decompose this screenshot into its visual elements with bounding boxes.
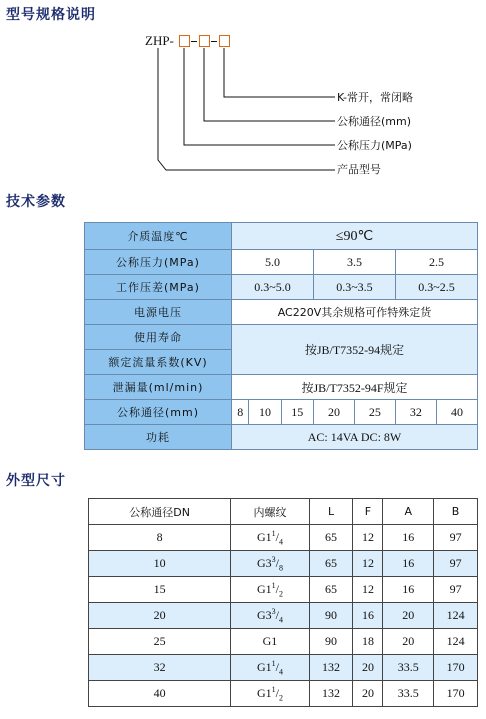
value-diameter-6: 32 [395, 400, 436, 425]
cell-thread: $G1^1/_4$ [231, 655, 309, 681]
cell-l: 65 [309, 577, 353, 603]
cell-l: 132 [309, 655, 353, 681]
label-nominal-pressure: 公称压力(MPa) [85, 250, 232, 275]
col-dn: 公称通径DN [89, 499, 231, 525]
value-diameter-4: 20 [313, 400, 354, 425]
thread-num: 1 [271, 658, 276, 668]
thread-base: G3 [256, 555, 272, 570]
label-medium-temp: 介质温度℃ [85, 223, 232, 250]
value-diameter-3: 15 [281, 400, 313, 425]
cell-f: 18 [353, 629, 383, 655]
legend-product-model: 产品型号 [337, 163, 381, 176]
table-row [85, 425, 478, 450]
value-diameter-2: 10 [249, 400, 281, 425]
value-diameter-1: 8 [232, 400, 249, 425]
cell-b: 124 [434, 629, 478, 655]
legend-nominal-diameter: 公称通径(mm) [337, 115, 412, 128]
table-row [89, 525, 478, 551]
label-leak: 泄漏量(ml/min) [85, 375, 232, 400]
legend-nominal-pressure: 公称压力(MPa) [337, 139, 412, 152]
cell-l: 90 [309, 603, 353, 629]
cell-dn: 40 [89, 681, 231, 707]
cell-l: 65 [309, 525, 353, 551]
value-diff-2: 0.3~3.5 [313, 275, 395, 300]
cell-f: 16 [353, 603, 383, 629]
table-row [89, 655, 478, 681]
thread-num: 3 [271, 606, 276, 616]
label-flow: 额定流量系数(KV) [85, 350, 232, 375]
label-life: 使用寿命 [85, 325, 232, 350]
model-section-title: 型号规格说明 [6, 7, 96, 23]
table-row [89, 577, 478, 603]
model-diagram [0, 0, 486, 190]
table-row [89, 551, 478, 577]
cell-f: 20 [353, 655, 383, 681]
cell-l: 132 [309, 681, 353, 707]
cell-dn: 15 [89, 577, 231, 603]
cell-b: 124 [434, 603, 478, 629]
thread-num: 1 [271, 528, 276, 538]
cell-l: 65 [309, 551, 353, 577]
value-leak: 按JB/T7352-94F规定 [232, 375, 478, 400]
cell-dn: 20 [89, 603, 231, 629]
cell-a: 20 [383, 629, 434, 655]
cell-dn: 25 [89, 629, 231, 655]
table-row [85, 375, 478, 400]
cell-b: 97 [434, 551, 478, 577]
dims-section-title: 外型尺寸 [6, 473, 66, 489]
cell-a: 20 [383, 603, 434, 629]
table-row [89, 603, 478, 629]
cell-l: 90 [309, 629, 353, 655]
label-working-diff: 工作压差(MPa) [85, 275, 232, 300]
value-life-flow: 按JB/T7352-94规定 [232, 325, 478, 375]
thread-base: G1 [256, 581, 272, 596]
table-row [85, 325, 478, 350]
cell-a: 33.5 [383, 655, 434, 681]
cell-a: 16 [383, 577, 434, 603]
col-l: L [309, 499, 353, 525]
thread-base: G3 [256, 607, 272, 622]
label-diameter: 公称通径(mm) [85, 400, 232, 425]
thread-den: 8 [278, 563, 283, 573]
table-row [85, 275, 478, 300]
table-row [85, 223, 478, 250]
cell-thread: $G1^1/_2$ [231, 681, 309, 707]
thread-base: G1 [256, 685, 272, 700]
value-diameter-7: 40 [436, 400, 477, 425]
tech-params-table [84, 222, 478, 450]
cell-thread: $G1^1/_4$ [231, 525, 309, 551]
label-power: 功耗 [85, 425, 232, 450]
cell-f: 12 [353, 551, 383, 577]
value-pressure-3: 2.5 [395, 250, 477, 275]
cell-f: 12 [353, 525, 383, 551]
model-code: ZHP- [145, 33, 174, 48]
model-leader-lines [0, 0, 486, 190]
cell-thread: $G3^3/_8$ [231, 551, 309, 577]
cell-thread: G1 [231, 629, 309, 655]
tech-section-title: 技术参数 [6, 194, 66, 210]
cell-dn: 32 [89, 655, 231, 681]
table-header-row [89, 499, 478, 525]
thread-den: 2 [278, 589, 283, 599]
cell-b: 97 [434, 525, 478, 551]
dimensions-table [88, 498, 478, 707]
cell-b: 97 [434, 577, 478, 603]
table-row [85, 250, 478, 275]
value-power: AC: 14VA DC: 8W [232, 425, 478, 450]
thread-base: G1 [256, 529, 272, 544]
thread-num: 3 [271, 554, 276, 564]
cell-thread: $G1^1/_2$ [231, 577, 309, 603]
value-voltage: AC220V其余规格可作特殊定货 [232, 300, 478, 325]
cell-dn: 8 [89, 525, 231, 551]
thread-den: 4 [278, 537, 283, 547]
thread-num: 1 [271, 684, 276, 694]
cell-a: 16 [383, 525, 434, 551]
col-b: B [434, 499, 478, 525]
thread-num: 1 [271, 580, 276, 590]
value-diff-3: 0.3~2.5 [395, 275, 477, 300]
cell-f: 20 [353, 681, 383, 707]
value-medium-temp: ≤90℃ [232, 223, 478, 250]
label-voltage: 电源电压 [85, 300, 232, 325]
cell-a: 16 [383, 551, 434, 577]
col-f: F [353, 499, 383, 525]
table-row [89, 629, 478, 655]
thread-den: 4 [278, 667, 283, 677]
thread-den: 2 [278, 693, 283, 703]
value-diff-1: 0.3~5.0 [232, 275, 314, 300]
legend-normally-open: K-常开，常闭略 [337, 91, 414, 104]
cell-a: 33.5 [383, 681, 434, 707]
table-row [89, 681, 478, 707]
cell-thread: $G3^3/_4$ [231, 603, 309, 629]
cell-b: 170 [434, 681, 478, 707]
col-a: A [383, 499, 434, 525]
col-thread: 内螺纹 [231, 499, 309, 525]
thread-den: 4 [278, 615, 283, 625]
table-row [85, 400, 478, 425]
cell-f: 12 [353, 577, 383, 603]
value-pressure-2: 3.5 [313, 250, 395, 275]
value-pressure-1: 5.0 [232, 250, 314, 275]
value-diameter-5: 25 [354, 400, 395, 425]
thread-base: G1 [256, 659, 272, 674]
table-row [85, 300, 478, 325]
cell-dn: 10 [89, 551, 231, 577]
cell-b: 170 [434, 655, 478, 681]
